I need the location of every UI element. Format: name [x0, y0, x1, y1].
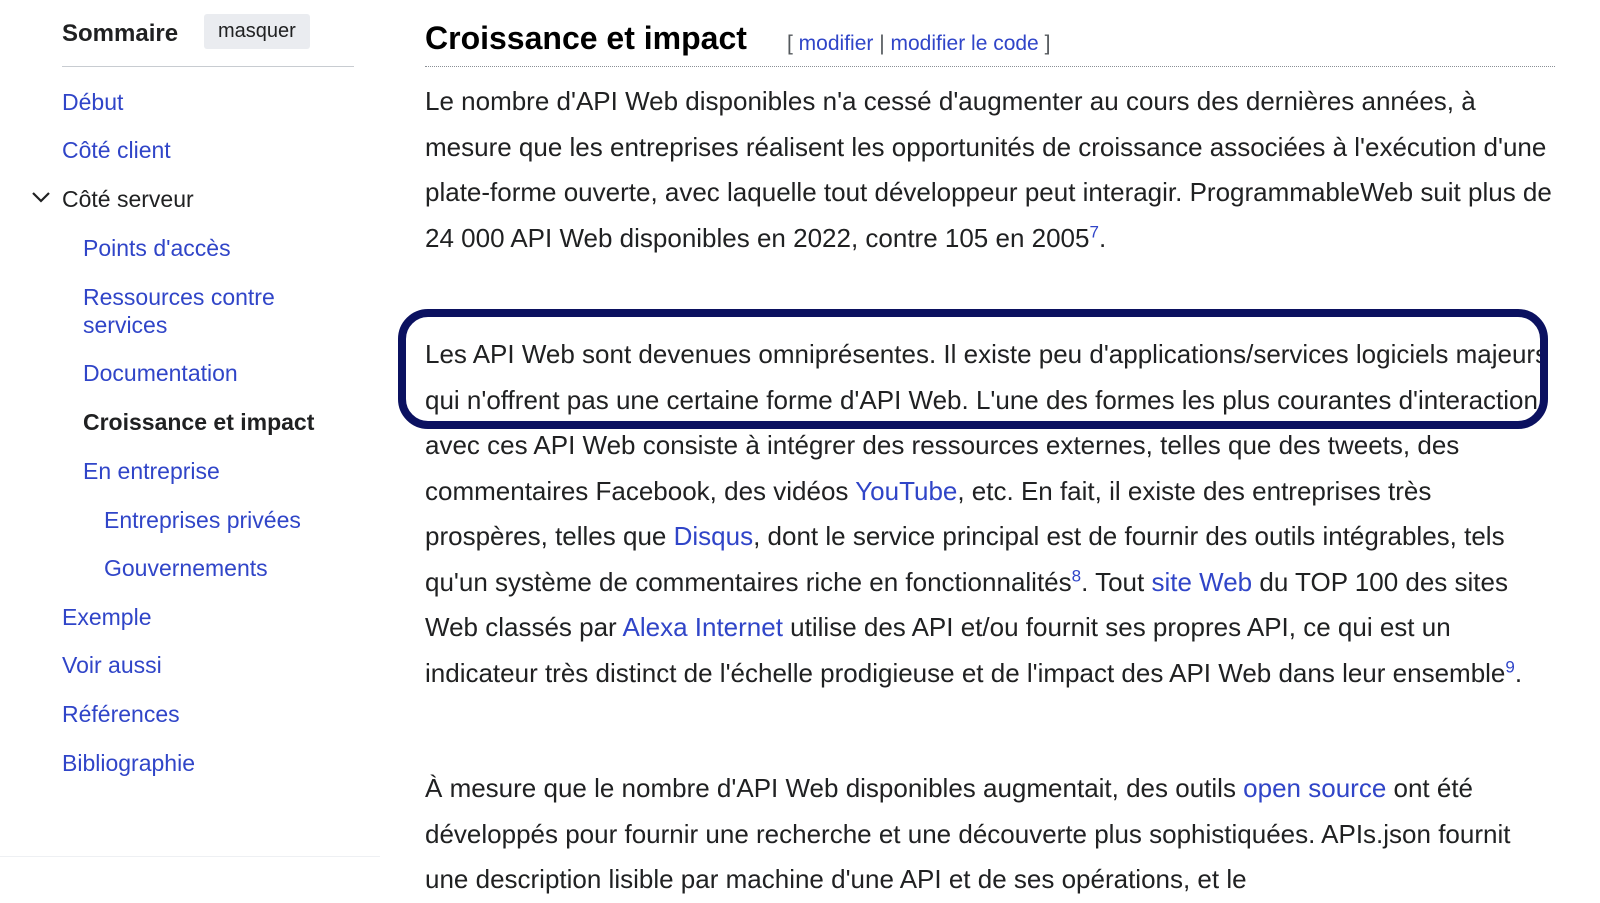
toc-item-bibliographie[interactable]: Bibliographie: [62, 750, 195, 776]
reference-8-link[interactable]: 8: [1071, 565, 1082, 585]
toc-item-exemple[interactable]: Exemple: [62, 604, 152, 630]
edit-bracket-close: ]: [1038, 32, 1051, 55]
youtube-link[interactable]: YouTube: [855, 475, 958, 506]
paragraph-3: [425, 766, 1555, 903]
paragraph-2: [425, 332, 1555, 696]
reference-7-link[interactable]: 7: [1089, 221, 1099, 241]
toc-hide-button[interactable]: masquer: [204, 14, 310, 49]
paragraph-3-text-2: ont été développés pour fournir une recherche et une découverte plus sophistiquées. APIs.json fournit une description lisible par machine d'une API et de ses opérations, et le: [425, 773, 1511, 894]
disqus-link[interactable]: Disqus: [673, 521, 754, 551]
toc-item-gouvernements[interactable]: Gouvernements: [104, 555, 268, 581]
paragraph-3-text-1: À mesure que le nombre d'API Web disponibles augmentait, des outils: [425, 773, 1244, 803]
toc-item-cote-serveur[interactable]: Côté serveur: [62, 186, 194, 212]
edit-source-link[interactable]: modifier le code: [890, 32, 1039, 55]
toc-item-ressources-services[interactable]: Ressources contre services: [83, 284, 275, 338]
edit-link[interactable]: modifier: [798, 32, 874, 55]
site-web-link[interactable]: site Web: [1151, 566, 1253, 597]
reference-8[interactable]: [1072, 566, 1081, 585]
section-heading: [425, 18, 1555, 67]
paragraph-1: [425, 79, 1555, 261]
paragraph-2-text-4: . Tout: [1081, 566, 1152, 597]
paragraph-2-text-5: du TOP 100 des sites Web classés par: [425, 566, 1508, 642]
reference-9-link[interactable]: 9: [1505, 656, 1515, 676]
paragraph-2-text-6: utilise des API et/ou fournit ses propres API, ce qui est un indicateur très distinct de l'échelle prodigieuse et de l'impact des API Web dans leur ensemble: [425, 612, 1506, 688]
paragraph-2-text-3: , dont le service principal est de fournir des outils intégrables, tels qu'un système de commentaires riche en fonctionnalités: [425, 521, 1505, 597]
reference-7[interactable]: [1089, 222, 1098, 241]
chevron-down-icon[interactable]: [30, 186, 52, 208]
toc-item-entreprises-privees[interactable]: Entreprises privées: [104, 507, 301, 533]
edit-bracket-open: [: [787, 32, 799, 55]
toc-header: [62, 14, 354, 67]
toc-item-en-entreprise[interactable]: En entreprise: [83, 458, 220, 484]
section-title: Croissance et impact: [425, 20, 747, 56]
toc-item-voir-aussi[interactable]: Voir aussi: [62, 652, 162, 678]
toc-item-debut[interactable]: Début: [62, 89, 124, 115]
toc-item-cote-client[interactable]: Côté client: [62, 137, 171, 163]
open-source-link[interactable]: open source: [1243, 773, 1387, 803]
edit-separator: |: [873, 32, 891, 55]
toc-item-points-acces[interactable]: Points d'accès: [83, 235, 231, 261]
paragraph-1-end: .: [1098, 222, 1107, 253]
reference-9[interactable]: [1505, 657, 1514, 676]
toc-item-croissance-impact[interactable]: Croissance et impact: [83, 409, 315, 435]
edit-section-links: [787, 32, 1050, 56]
article-content: [425, 0, 1555, 900]
paragraph-2-text-2: , etc. En fait, il existe des entreprises très prospères, telles que: [425, 475, 1432, 551]
toc-divider: [0, 856, 380, 901]
paragraph-2-text-1: Les API Web sont devenues omniprésentes. Il existe peu d'applications/services logiciels majeurs qui n'offrent pas une certaine forme d'API Web. L'une des formes les plus courantes d'interaction avec ces API Web consiste à intégrer des ressources externes, telles que des tweets, des commentaires Facebook, des vidéos: [425, 339, 1549, 506]
toc-item-documentation[interactable]: Documentation: [83, 360, 238, 386]
toc-item-references[interactable]: Références: [62, 701, 180, 727]
table-of-contents: [0, 0, 380, 900]
alexa-internet-link[interactable]: Alexa Internet: [622, 612, 783, 642]
paragraph-1-text: Le nombre d'API Web disponibles n'a cessé d'augmenter au cours des dernières années, à mesure que les entreprises réalisent les opportunités de croissance associées à l'exécution d'une plate-forme ouverte, avec laquelle tout développeur peut interagir. ProgrammableWeb suit plus de 24 000 API Web disponibles en 2022, contre 105 en 2005: [425, 86, 1552, 253]
toc-title: Sommaire: [62, 20, 179, 47]
paragraph-2-end: .: [1514, 657, 1523, 688]
